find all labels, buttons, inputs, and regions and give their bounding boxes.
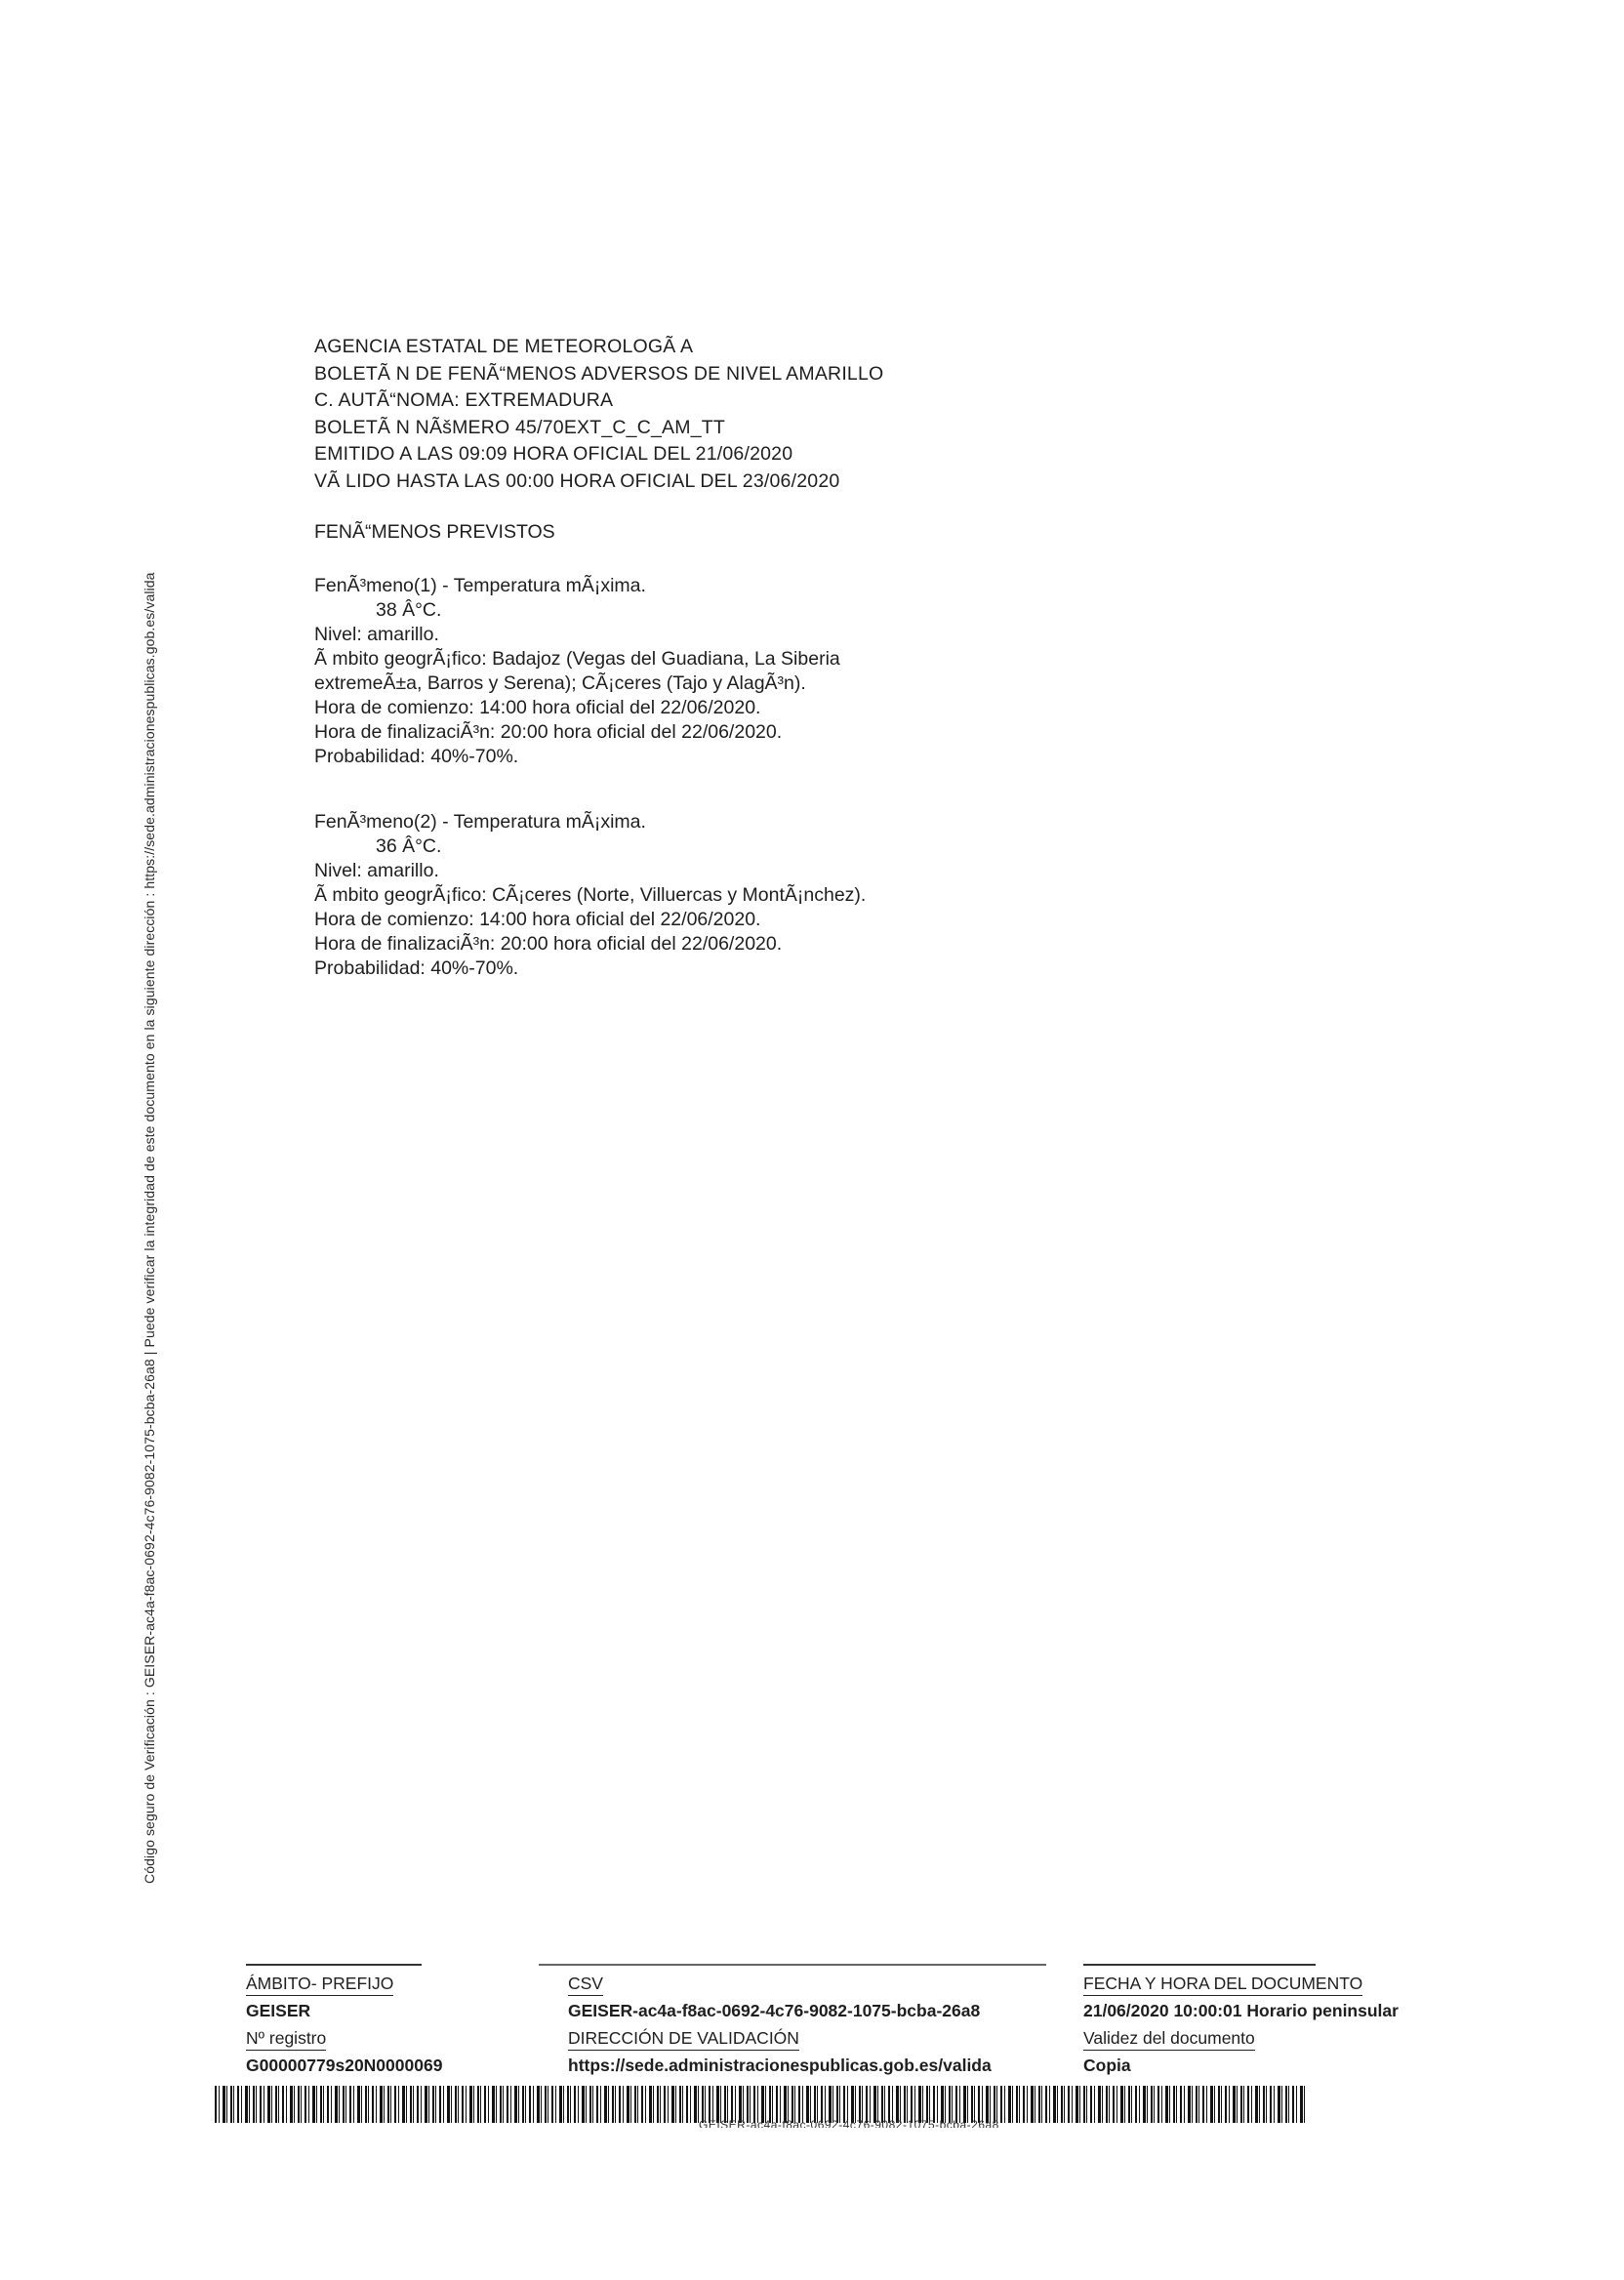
section-title: FENÃ“MENOS PREVISTOS xyxy=(314,521,555,543)
registry-label: Nº registro xyxy=(246,2026,326,2051)
phenomenon-2 xyxy=(314,810,866,981)
phenomenon-area: Ã mbito geogrÃ¡fico: Badajoz (Vegas del Guadiana, La Siberia xyxy=(314,648,840,670)
phenomenon-1 xyxy=(314,574,840,769)
phenomenon-end: Hora de finalizaciÃ³n: 20:00 hora oficial del 22/06/2020. xyxy=(314,933,783,955)
validation-label: DIRECCIÓN DE VALIDACIÓN xyxy=(568,2026,799,2051)
csv-value: GEISER-ac4a-f8ac-0692-4c76-9082-1075-bcba-26a8 xyxy=(568,2001,981,2020)
date-label: FECHA Y HORA DEL DOCUMENTO xyxy=(1083,1972,1362,1996)
phenomenon-start: Hora de comienzo: 14:00 hora oficial del 22/06/2020. xyxy=(314,697,761,718)
footer-divider xyxy=(246,1964,422,1966)
phenomenon-level: Nivel: amarillo. xyxy=(314,860,439,881)
agency-name: AGENCIA ESTATAL DE METEOROLOGÃ A xyxy=(314,336,694,357)
registry-value: G00000779s20N0000069 xyxy=(246,2056,443,2075)
issued-time: EMITIDO A LAS 09:09 HORA OFICIAL DEL 21/06/2020 xyxy=(314,443,793,465)
footer-divider xyxy=(539,1964,1046,1966)
verification-side-note: Código seguro de Verificación : GEISER-ac4a-f8ac-0692-4c76-9082-1075-bcba-26a8 | Puede verificar la integridad de este documento en la siguiente dirección : https://sede.administracionespublicas.gob.es/valida xyxy=(142,572,157,1884)
validation-url[interactable]: https://sede.administracionespublicas.gob.es/valida xyxy=(568,2056,992,2075)
phenomenon-end: Hora de finalizaciÃ³n: 20:00 hora oficial del 22/06/2020. xyxy=(314,721,783,743)
phenomenon-value: 36 Â°C. xyxy=(376,835,442,857)
barcode-text: GEISER-ac4a-f8ac-0692-4c76-9082-1075-bcba-26a8 xyxy=(699,2118,999,2128)
phenomenon-title: FenÃ³meno(1) - Temperatura mÃ¡xima. xyxy=(314,575,646,596)
scope-label: ÁMBITO- PREFIJO xyxy=(246,1972,393,1996)
phenomenon-area-cont: extremeÃ±a, Barros y Serena); CÃ¡ceres (Tajo y AlagÃ³n). xyxy=(314,672,806,694)
bulletin-title: BOLETÃ N DE FENÃ“MENOS ADVERSOS DE NIVEL AMARILLO xyxy=(314,362,884,385)
bulletin-number: BOLETÃ N NÃšMERO 45/70EXT_C_C_AM_TT xyxy=(314,416,725,438)
valid-until: VÃ LIDO HASTA LAS 00:00 HORA OFICIAL DEL 23/06/2020 xyxy=(314,469,840,492)
phenomenon-start: Hora de comienzo: 14:00 hora oficial del 22/06/2020. xyxy=(314,909,761,930)
phenomenon-level: Nivel: amarillo. xyxy=(314,624,439,645)
footer-col-csv xyxy=(568,1970,992,2079)
phenomenon-value: 38 Â°C. xyxy=(376,599,442,621)
footer-col-date xyxy=(1083,1970,1399,2079)
phenomenon-area: Ã mbito geogrÃ¡fico: CÃ¡ceres (Norte, Villuercas y MontÃ¡nchez). xyxy=(314,884,867,906)
scope-value: GEISER xyxy=(246,2001,311,2020)
phenomenon-probability: Probabilidad: 40%-70%. xyxy=(314,957,519,979)
footer-divider xyxy=(1083,1964,1316,1966)
footer-col-scope xyxy=(246,1970,442,2079)
csv-label: CSV xyxy=(568,1972,603,1996)
validity-value: Copia xyxy=(1083,2056,1131,2075)
bulletin-header xyxy=(314,334,883,495)
region: C. AUTÃ“NOMA: EXTREMADURA xyxy=(314,389,614,411)
validity-label: Validez del documento xyxy=(1083,2026,1255,2051)
registry-footer xyxy=(246,1970,1456,2087)
phenomenon-title: FenÃ³meno(2) - Temperatura mÃ¡xima. xyxy=(314,811,646,833)
date-value: 21/06/2020 10:00:01 Horario peninsular xyxy=(1083,2001,1399,2020)
phenomenon-probability: Probabilidad: 40%-70%. xyxy=(314,746,519,767)
